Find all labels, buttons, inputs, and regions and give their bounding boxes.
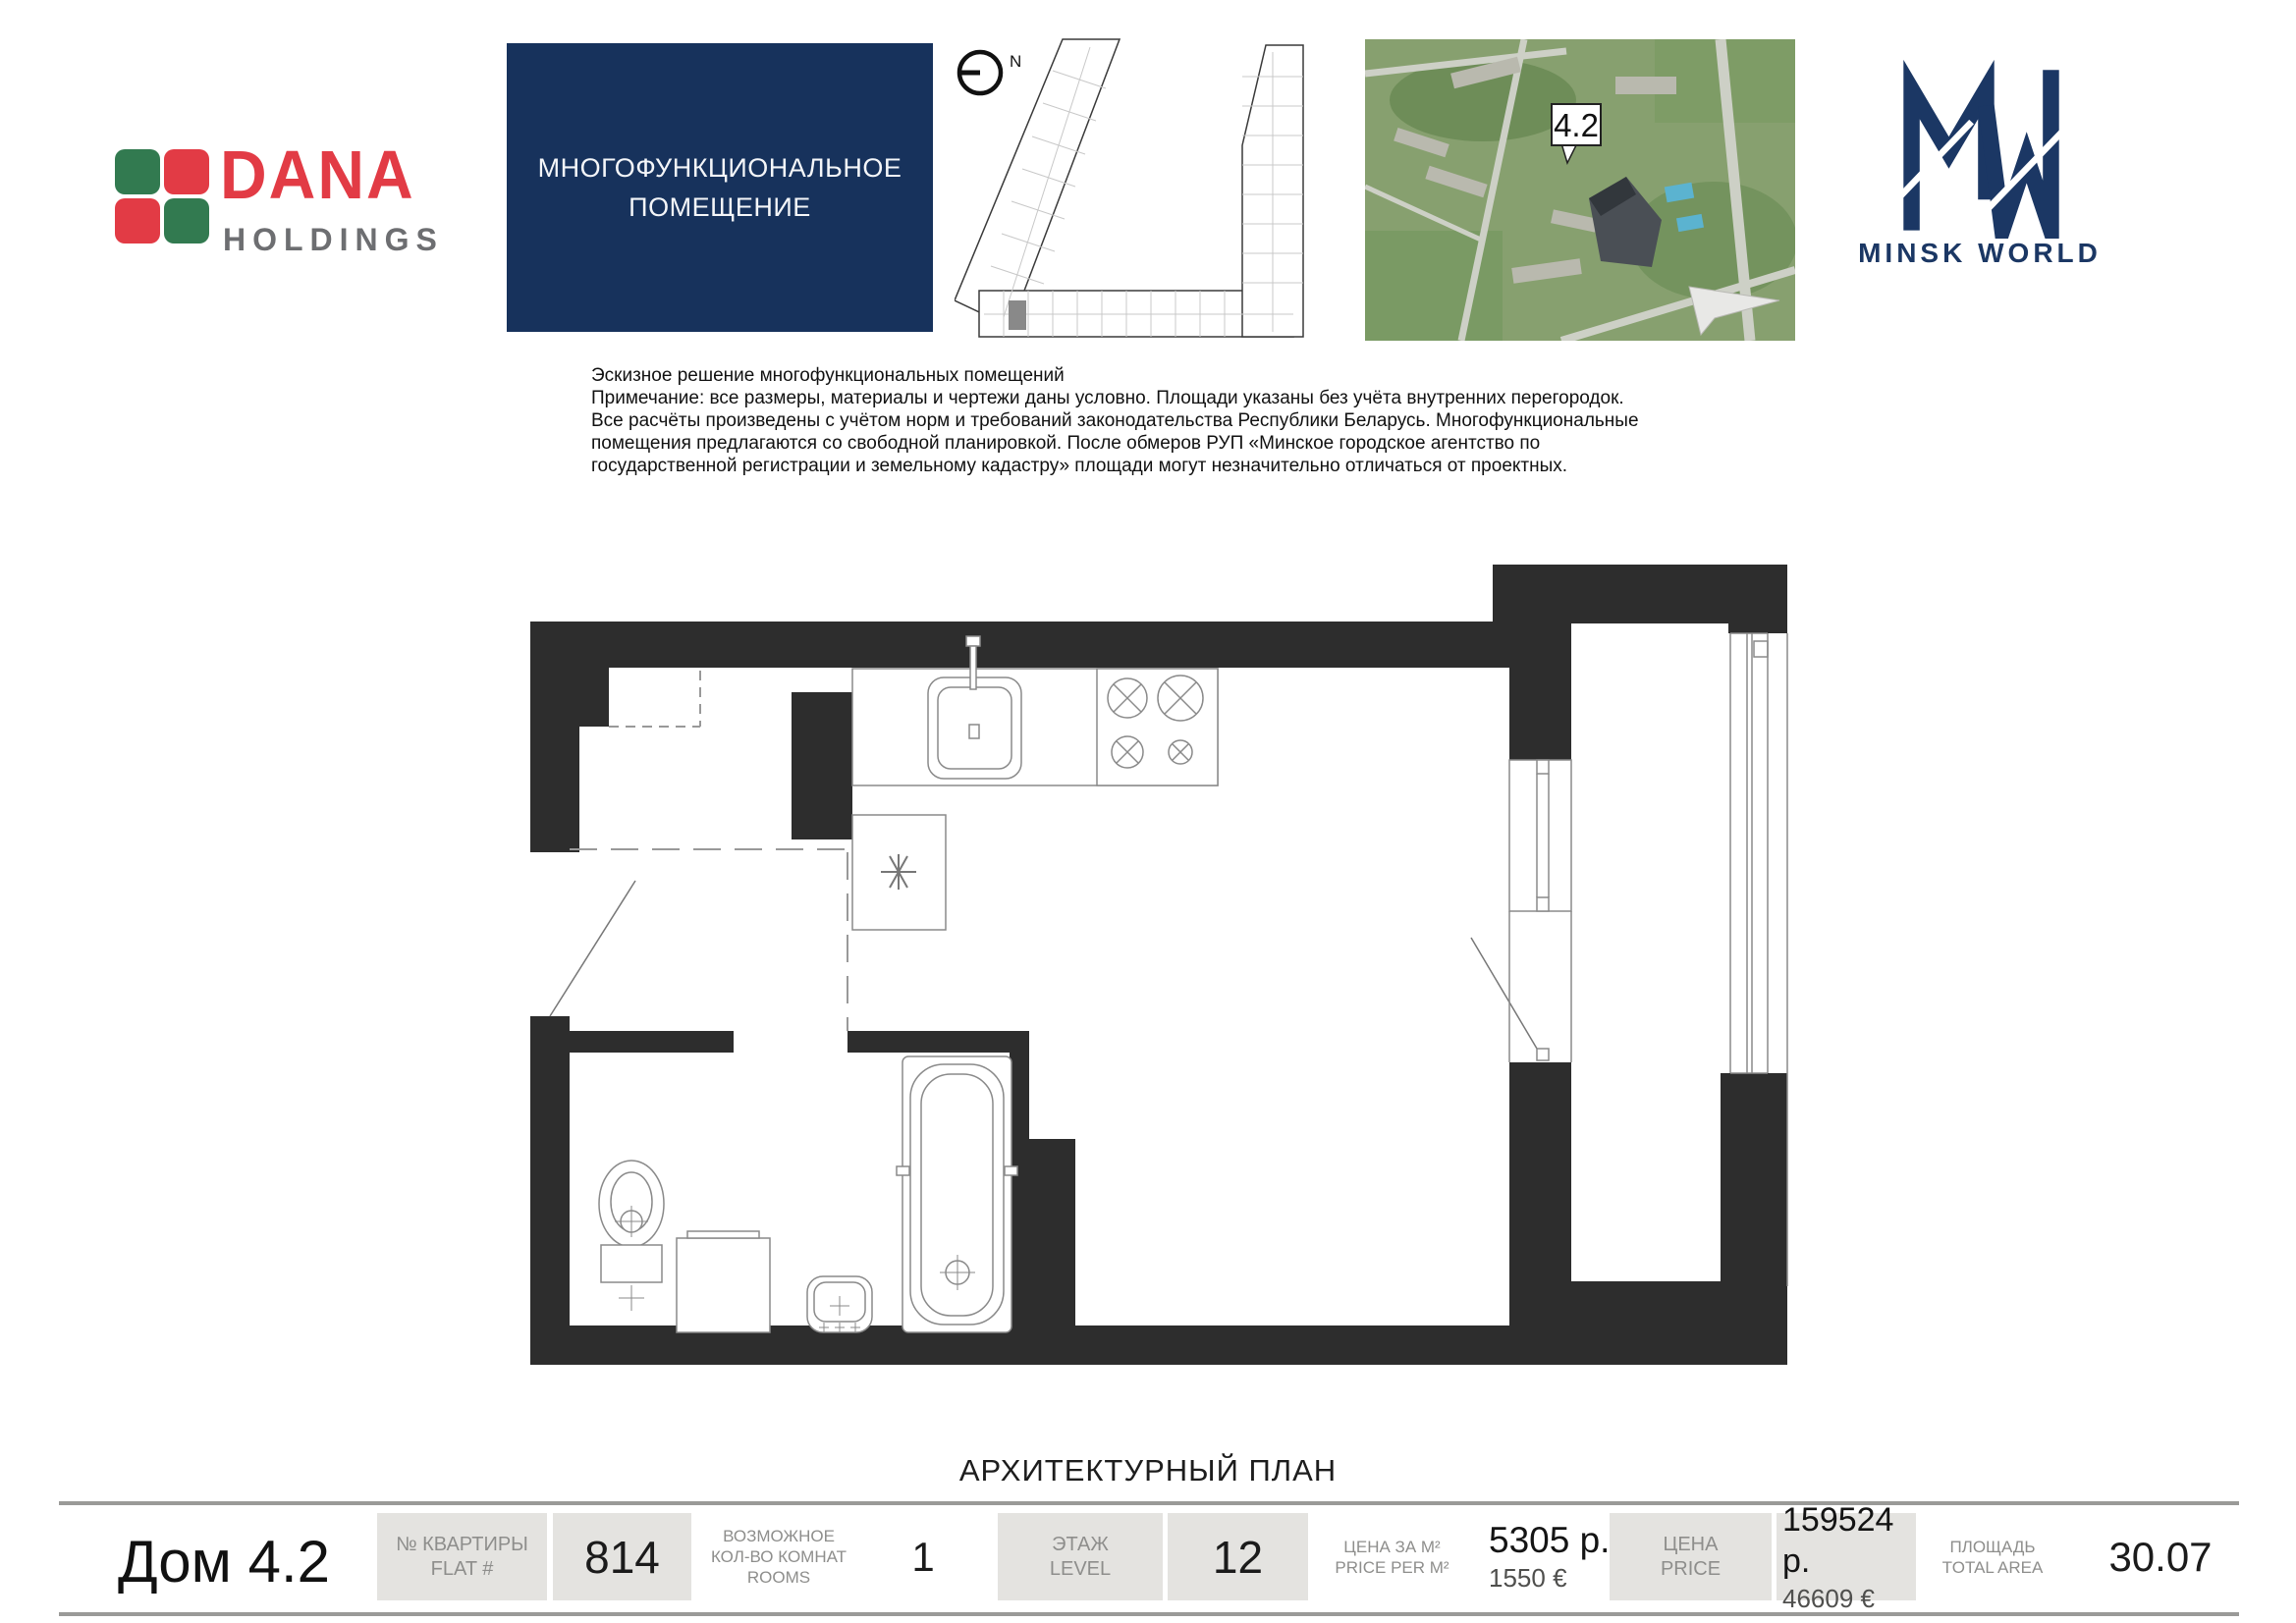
flat-number-value-cell [553,1513,691,1600]
premise-type-banner [507,43,933,332]
rooms-label-cell [700,1513,857,1600]
minsk-world-wordmark: MINSK WORLD [1858,238,2102,268]
bathroom-area [599,1056,1017,1332]
washing-machine-icon [677,1231,770,1332]
level-value-cell [1168,1513,1308,1600]
disclaimer-line: Все расчёты произведены с учётом норм и требований законодательства Республики Беларусь. Многофункциональные [591,410,1639,431]
price-label-cell [1610,1513,1772,1600]
plan-title: АРХИТЕКТУРНЫЙ ПЛАН [958,1453,1338,1488]
dana-holdings-logo-icon [115,149,211,245]
flat-label-ru: № КВАРТИРЫ [396,1533,528,1555]
rooms-label-en: ROOMS [746,1568,811,1587]
area-label-cell [1923,1513,2062,1600]
building-key-plan-drawing [955,37,1306,342]
floor-plan-drawing [530,560,1797,1375]
price-value-cell [1777,1500,1916,1613]
disclaimer-line: помещения предлагаются со свободной планировкой. После обмеров РУП «Минское городское агентство по [591,433,1541,454]
door-swings [550,881,1537,1049]
north-label: N [1010,52,1022,71]
rooms-value-cell [884,1513,962,1600]
price-byn: 159524 р. [1782,1500,1894,1580]
aerial-render-drawing [1365,39,1795,341]
premise-type-line1: МНОГОФУНКЦИОНАЛЬНОЕ [537,153,902,183]
price-per-m2-byn: 5305 р. [1489,1519,1611,1560]
building-footprint [955,39,1303,337]
premise-type-line2: ПОМЕЩЕНИЕ [629,192,811,222]
flat-number-value: 814 [584,1531,660,1583]
toilet-icon [599,1161,664,1311]
dana-square-green-icon [115,149,160,194]
level-label-cell [998,1513,1163,1600]
entry-door-swing [550,881,635,1016]
disclaimer-line: Примечание: все размеры, материалы и чертежи даны условно. Площади указаны без учёта внутренних перегородок. [591,388,1624,408]
rooms-value: 1 [911,1533,935,1580]
balcony-door-swing [1471,938,1537,1049]
rooms-label-ru1: ВОЗМОЖНОЕ [723,1527,835,1545]
level-label-en: LEVEL [1049,1557,1112,1580]
building-key-plan [955,37,1306,342]
price-per-m2-label-cell [1321,1513,1463,1600]
aerial-site-render [1365,39,1795,341]
building-callout-label: 4.2 [1554,107,1599,143]
dana-logo-subtitle: HOLDINGS [223,222,444,257]
price-per-m2-label-ru: ЦЕНА ЗА М² [1343,1537,1441,1556]
area-label-en: TOTAL AREA [1941,1557,2044,1577]
flat-label-en: FLAT # [430,1557,494,1580]
rooms-label-ru2: КОЛ-ВО КОМНАТ [710,1547,847,1566]
level-label-ru: ЭТАЖ [1052,1533,1109,1555]
area-label-ru: ПЛОЩАДЬ [1949,1537,2036,1556]
price-label-ru: ЦЕНА [1663,1533,1719,1555]
price-label-en: PRICE [1660,1557,1722,1580]
footer-bottom-rule [59,1612,2239,1616]
minsk-world-logo-icon [1900,57,2062,239]
price-per-m2-eur: 1550 € [1489,1562,1567,1593]
price-eur: 46609 € [1782,1583,1875,1613]
disclaimer-line: Эскизное решение многофункциональных помещений [591,365,1065,386]
disclaimer-line: государственной регистрации и земельному кадастру» площади могут незначительно отличаться от проектных. [591,456,1568,476]
dana-square-green-icon [164,198,209,243]
dana-logo-name: DANA [220,136,415,213]
house-number: Дом 4.2 [118,1529,331,1595]
bathtub-icon [897,1056,1017,1332]
disclaimer-text [591,364,1639,477]
level-value: 12 [1212,1531,1264,1583]
bathroom-sink-icon [807,1276,872,1332]
highlighted-flat-marker [1009,300,1026,330]
price-per-m2-label-en: PRICE PER M² [1335,1557,1449,1577]
dana-square-red-icon [164,149,209,194]
stove-icon [1097,669,1218,785]
price-per-m2-value-cell [1489,1513,1616,1600]
flat-number-label-cell [377,1513,547,1600]
area-value: 30.07 [2108,1533,2213,1580]
area-value-cell [2082,1513,2239,1600]
dana-square-red-icon [115,198,160,243]
balcony-door-leaf [1537,1049,1549,1060]
north-arrow-icon [959,52,1021,93]
